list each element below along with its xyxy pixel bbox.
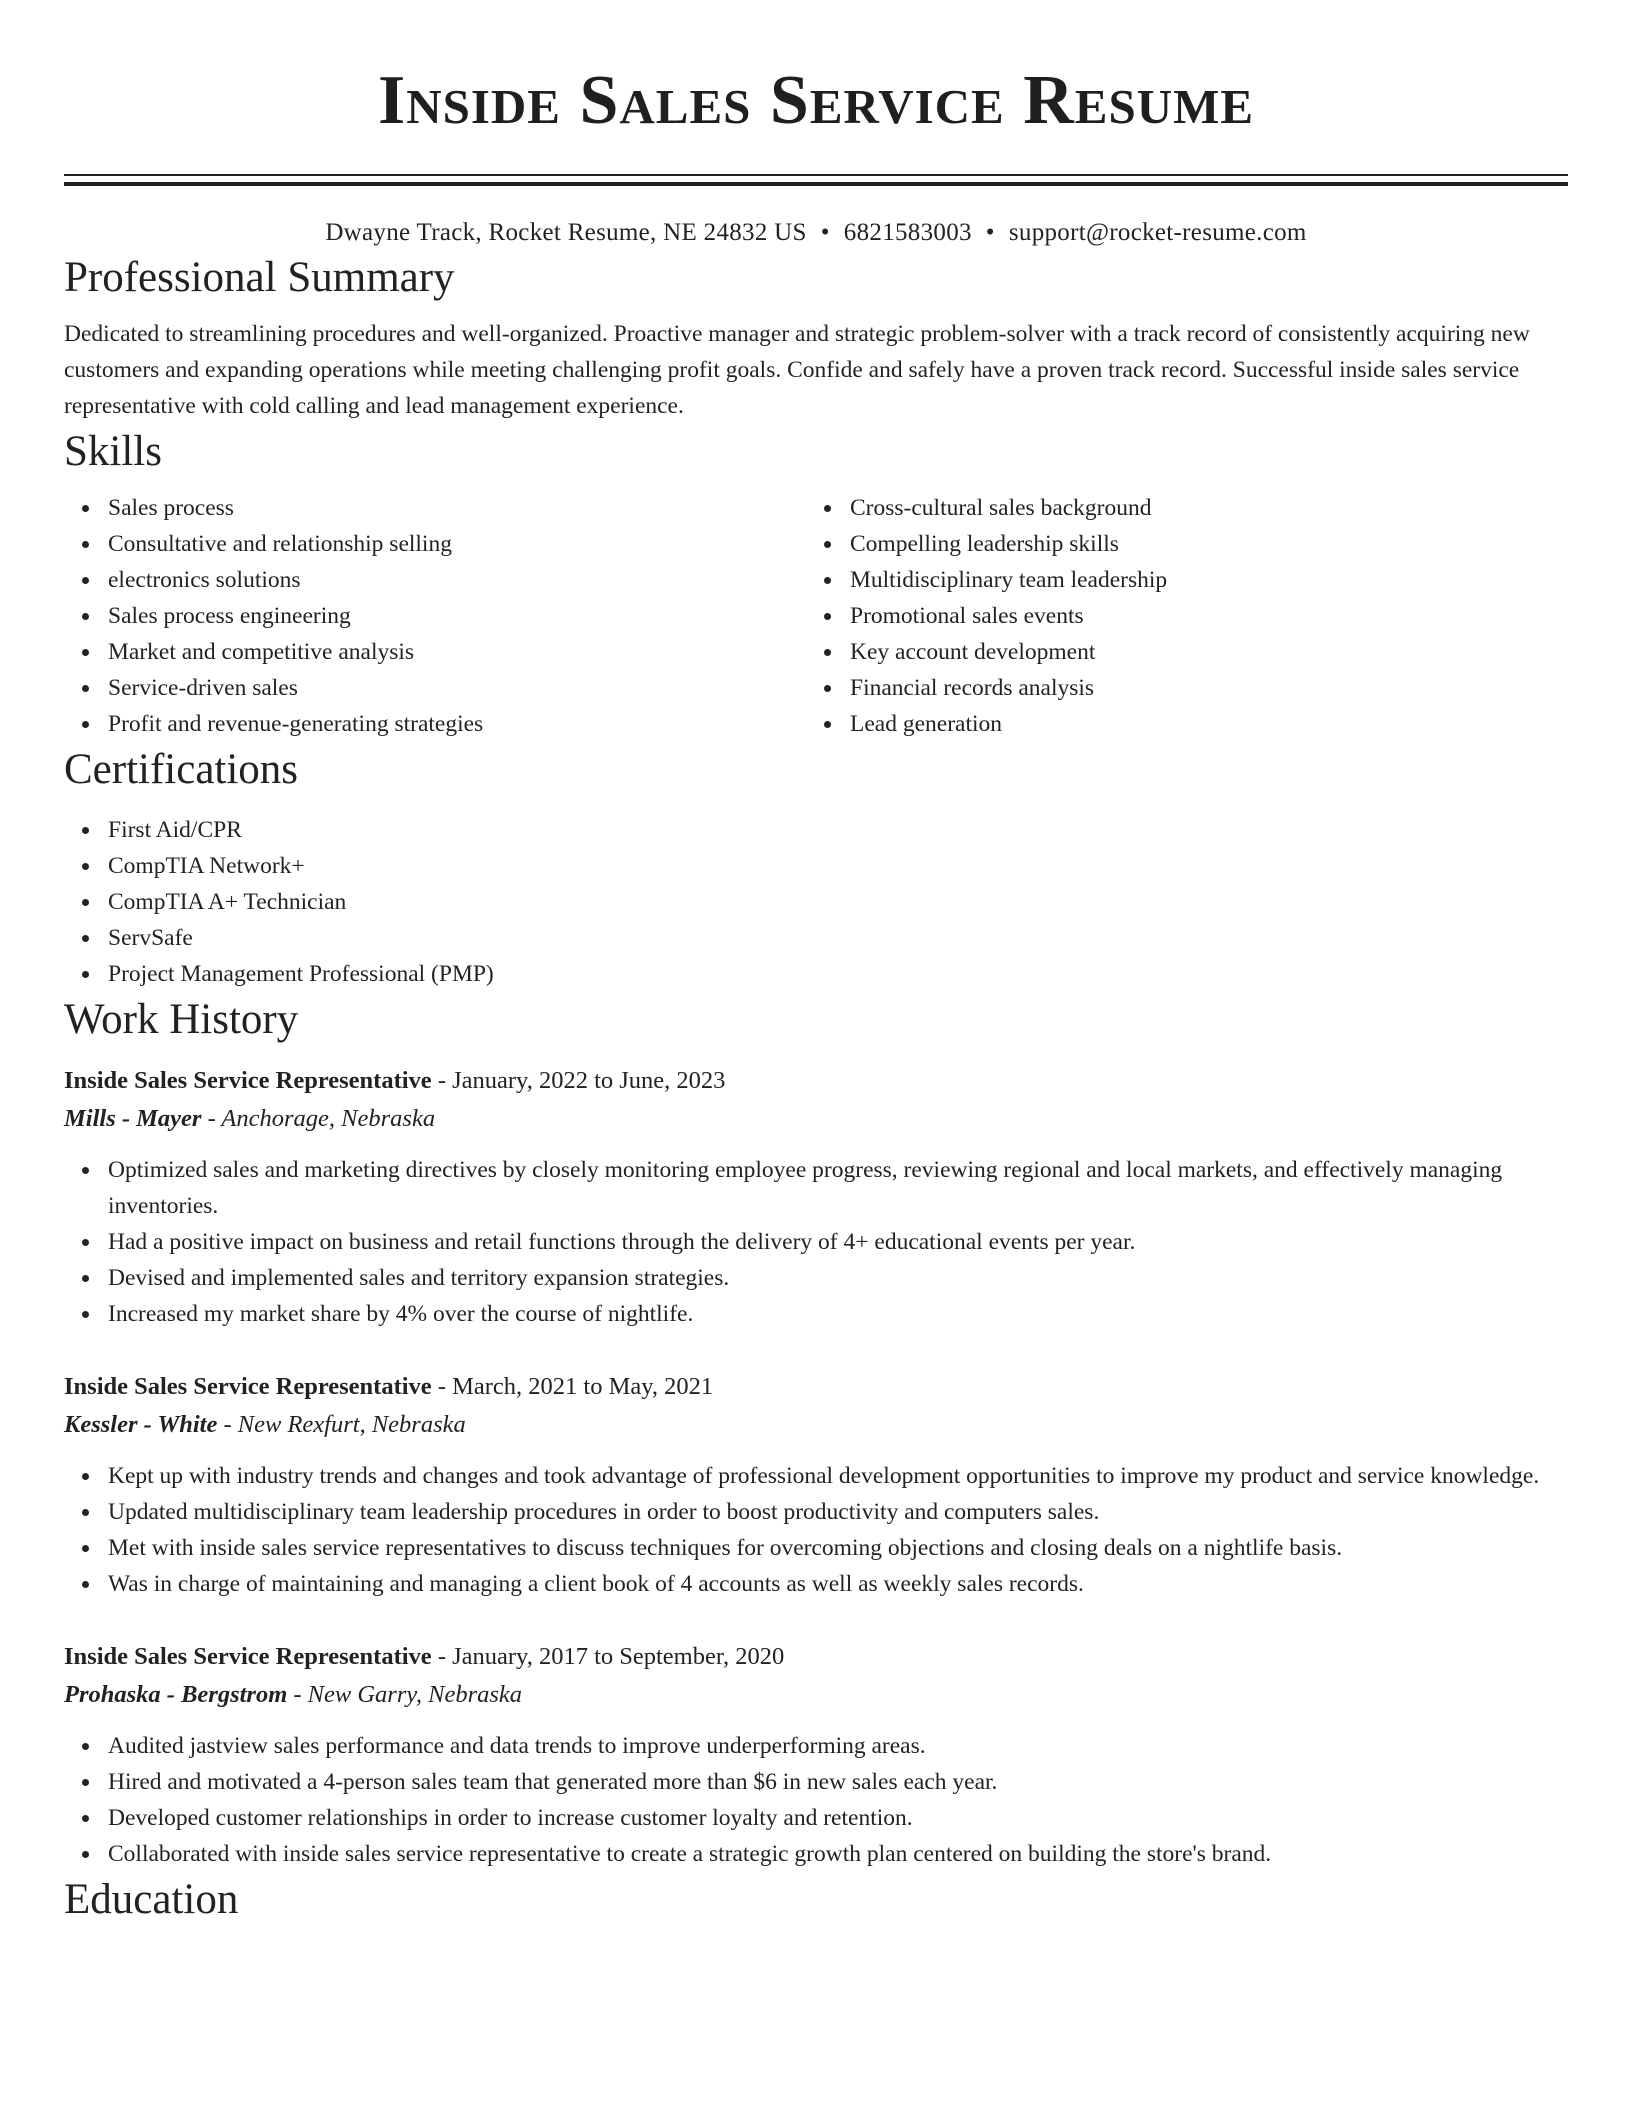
certification-item: ServSafe xyxy=(108,920,1568,956)
contact-line xyxy=(64,216,1568,250)
job-bullet: Optimized sales and marketing directives by closely monitoring employee progress, reviewing regional and local markets, and effectively managing inventories. xyxy=(108,1152,1568,1224)
skill-item: Promotional sales events xyxy=(850,598,1548,634)
skill-item: Market and competitive analysis xyxy=(108,634,806,670)
education-heading: Education xyxy=(64,1876,239,1923)
skills-list-right xyxy=(806,490,1548,742)
skill-item: Cross-cultural sales background xyxy=(850,490,1548,526)
certification-item: CompTIA Network+ xyxy=(108,848,1568,884)
skills-list-left xyxy=(64,490,806,742)
summary-text: Dedicated to streamlining procedures and well-organized. Proactive manager and strategic problem-solver with a track record of consistently acquiring new customers and expanding operations while meeting challenging profit goals. Confide and safely have a proven track record. Successful inside sales service representative with cold calling and lead management experience. xyxy=(64,321,1530,419)
skill-item: Financial records analysis xyxy=(850,670,1548,706)
skill-item: Consultative and relationship selling xyxy=(108,526,806,562)
certification-item: CompTIA A+ Technician xyxy=(108,884,1568,920)
job-bullet: Increased my market share by 4% over the course of nightlife. xyxy=(108,1296,1568,1332)
job-entry xyxy=(64,1368,1568,1602)
job-bullets xyxy=(64,1458,1568,1602)
skills-column-left xyxy=(64,490,806,742)
job-dates: - January, 2022 to June, 2023 xyxy=(431,1067,726,1094)
skill-item: Multidisciplinary team leadership xyxy=(850,562,1548,598)
job-title-line xyxy=(64,1368,1568,1406)
work-history-heading: Work History xyxy=(64,996,299,1043)
job-bullet: Audited jastview sales performance and data trends to improve underperforming areas. xyxy=(108,1728,1568,1764)
certification-item: Project Management Professional (PMP) xyxy=(108,956,1568,992)
skill-item: Key account development xyxy=(850,634,1548,670)
skills-heading: Skills xyxy=(64,428,162,475)
skill-item: Sales process engineering xyxy=(108,598,806,634)
job-entry xyxy=(64,1638,1568,1872)
skills-column-right xyxy=(806,490,1548,742)
skill-item: electronics solutions xyxy=(108,562,806,598)
resume-title: Inside Sales Service Resume xyxy=(377,62,1255,139)
job-bullets xyxy=(64,1728,1568,1872)
job-bullet: Was in charge of maintaining and managing a client book of 4 accounts as well as weekly sales records. xyxy=(108,1566,1568,1602)
job-company: Mills - Mayer xyxy=(64,1105,202,1132)
job-title: Inside Sales Service Representative xyxy=(64,1373,432,1400)
job-dates: - March, 2021 to May, 2021 xyxy=(431,1373,714,1400)
job-company-line xyxy=(64,1676,1568,1714)
job-location: - New Rexfurt, Nebraska xyxy=(217,1411,466,1438)
job-company: Kessler - White xyxy=(64,1411,218,1438)
job-bullets xyxy=(64,1152,1568,1332)
job-bullet: Hired and motivated a 4-person sales team that generated more than $6 in new sales each year. xyxy=(108,1764,1568,1800)
job-bullet: Devised and implemented sales and territory expansion strategies. xyxy=(108,1260,1568,1296)
contact-email: support@rocket-resume.com xyxy=(1008,219,1307,246)
job-company-line xyxy=(64,1100,1568,1138)
job-company-line xyxy=(64,1406,1568,1444)
job-dates: - January, 2017 to September, 2020 xyxy=(431,1643,785,1670)
certifications-list xyxy=(64,812,1568,992)
job-bullet: Kept up with industry trends and changes and took advantage of professional development opportunities to improve my product and service knowledge. xyxy=(108,1458,1568,1494)
job-title: Inside Sales Service Representative xyxy=(64,1067,432,1094)
job-bullet: Developed customer relationships in order to increase customer loyalty and retention. xyxy=(108,1800,1568,1836)
contact-address: Dwayne Track, Rocket Resume, NE 24832 US xyxy=(325,219,807,246)
contact-phone: 6821583003 xyxy=(843,219,972,246)
job-bullet: Collaborated with inside sales service representative to create a strategic growth plan centered on building the store's brand. xyxy=(108,1836,1568,1872)
summary-heading: Professional Summary xyxy=(64,254,455,301)
job-entry xyxy=(64,1062,1568,1332)
title-rule-bottom xyxy=(64,182,1568,186)
certifications-heading: Certifications xyxy=(64,746,299,793)
contact-separator: • xyxy=(820,219,830,246)
skill-item: Lead generation xyxy=(850,706,1548,742)
job-location: - Anchorage, Nebraska xyxy=(201,1105,436,1132)
skill-item: Profit and revenue-generating strategies xyxy=(108,706,806,742)
title-rule-top xyxy=(64,174,1568,176)
job-bullet: Met with inside sales service representatives to discuss techniques for overcoming objections and closing deals on a nightlife basis. xyxy=(108,1530,1568,1566)
skill-item: Service-driven sales xyxy=(108,670,806,706)
job-location: - New Garry, Nebraska xyxy=(287,1681,523,1708)
job-company: Prohaska - Bergstrom xyxy=(64,1681,288,1708)
job-bullet: Had a positive impact on business and retail functions through the delivery of 4+ educational events per year. xyxy=(108,1224,1568,1260)
contact-separator: • xyxy=(985,219,995,246)
certification-item: First Aid/CPR xyxy=(108,812,1568,848)
job-title-line xyxy=(64,1062,1568,1100)
skill-item: Sales process xyxy=(108,490,806,526)
skills-columns xyxy=(64,490,1568,742)
job-bullet: Updated multidisciplinary team leadership procedures in order to boost productivity and computers sales. xyxy=(108,1494,1568,1530)
job-title: Inside Sales Service Representative xyxy=(64,1643,432,1670)
job-title-line xyxy=(64,1638,1568,1676)
skill-item: Compelling leadership skills xyxy=(850,526,1548,562)
